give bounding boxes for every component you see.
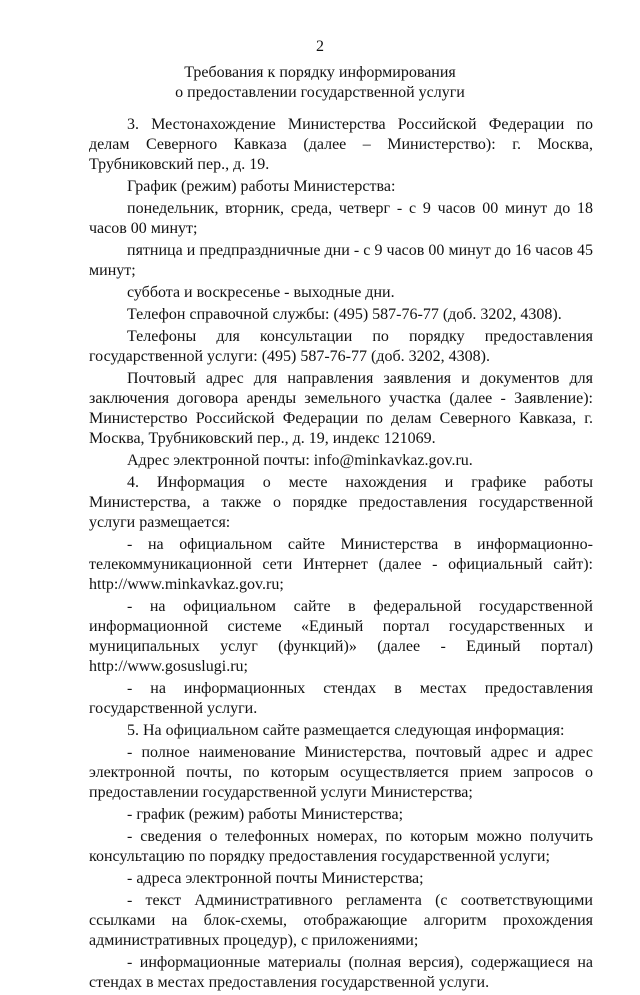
paragraph-consult-phones: Телефоны для консультации по порядку предоставления государственной услуги: (495) 587-76-77 (доб. 3202, 4308). — [89, 328, 593, 365]
paragraph-schedule-heading: График (режим) работы Министерства: — [127, 178, 396, 195]
paragraph-location: 3. Местонахождение Министерства Российской Федерации по делам Северного Кавказа (далее – Министерство): г. Москва, Трубниковский пер., д. 19. — [89, 116, 593, 173]
paragraph-help-phone: Телефон справочной службы: (495) 587-76-77 (доб. 3202, 4308). — [127, 306, 562, 323]
list-item-official-site: - на официальном сайте Министерства в информационно-телекоммуникационной сети Интернет (далее - официальный сайт): http://www.minkavkaz.gov.ru; — [89, 536, 593, 593]
list-item-email-addresses: - адреса электронной почты Министерства; — [127, 870, 424, 887]
list-item-phone-info: - сведения о телефонных номерах, по которым можно получить консультацию по порядку предоставления государственной услуги; — [89, 828, 593, 865]
list-item-unified-portal: - на официальном сайте в федеральной государственной информационной системе «Единый портал государственных и муниципальных услуг (функций)» (далее - Единый портал) http://www.gosuslugi.ru; — [89, 598, 593, 675]
list-item-regulation-text: - текст Административного регламента (с соответствующими ссылками на блок-схемы, отображающие алгоритм прохождения административных процедур), с приложениями; — [89, 892, 593, 949]
list-item-info-stands: - на информационных стендах в местах предоставления государственной услуги. — [89, 680, 593, 717]
paragraph-postal-address: Почтовый адрес для направления заявления и документов для заключения договора аренды земельного участка (далее - Заявление): Министерство Российской Федерации по делам Северного Кавказа, г. Москва, Трубниковский пер., д. 19, индекс 121069. — [89, 370, 593, 447]
paragraph-info-placement: 4. Информация о месте нахождения и графике работы Министерства, а также о порядке предоставления государственной услуги размещается: — [89, 474, 593, 531]
list-item-schedule: - график (режим) работы Министерства; — [127, 806, 404, 823]
section-title-line: Требования к порядку информирования — [184, 64, 456, 81]
section-title-line: о предоставлении государственной услуги — [175, 84, 465, 101]
paragraph-email: Адрес электронной почты: info@minkavkaz.gov.ru. — [127, 452, 473, 469]
paragraph-schedule-friday: пятница и предпраздничные дни - с 9 часов 00 минут до 16 часов 45 минут; — [89, 242, 593, 279]
list-item-full-name: - полное наименование Министерства, почтовый адрес и адрес электронной почты, по которым осуществляется прием запросов о предоставлении государственной услуги Министерства; — [89, 744, 593, 801]
section-title — [0, 63, 640, 103]
paragraph-schedule-weekdays: понедельник, вторник, среда, четверг - с 9 часов 00 минут до 18 часов 00 минут; — [89, 200, 593, 237]
paragraph-schedule-weekend: суббота и воскресенье - выходные дни. — [127, 284, 395, 301]
paragraph-site-info: 5. На официальном сайте размещается следующая информация: — [127, 722, 565, 739]
list-item-info-materials: - информационные материалы (полная версия), содержащиеся на стендах в местах предоставления государственной услуги. — [89, 954, 593, 991]
document-body — [89, 115, 593, 995]
page-number: 2 — [316, 38, 324, 55]
